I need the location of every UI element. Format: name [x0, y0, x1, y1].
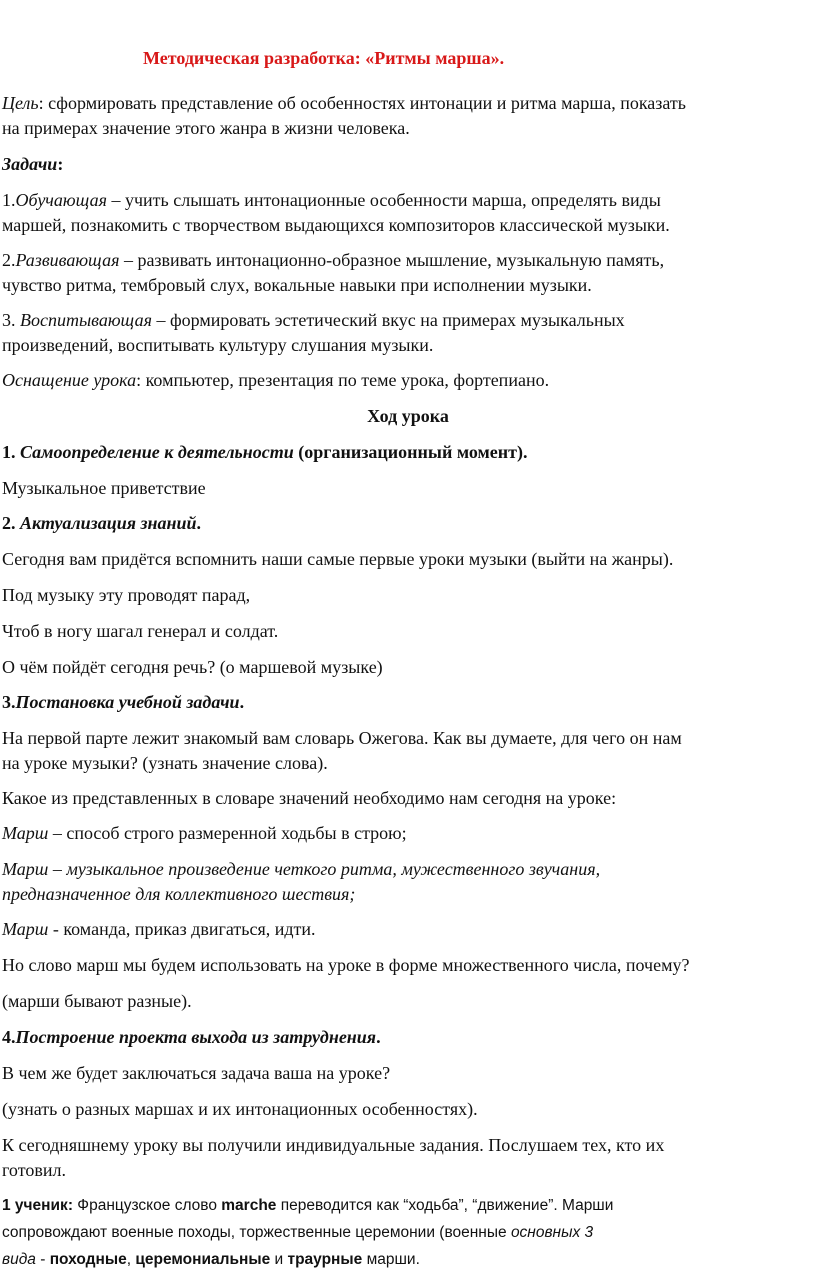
task1-line-2: маршей, познакомить с творчеством выдающихся композиторов классической музыки. [2, 215, 670, 235]
student1-word: marche [221, 1197, 277, 1214]
tasks-heading [2, 152, 812, 177]
student1-text-1: Французское слово [72, 1197, 222, 1214]
stage2-label: Актуализация знаний [20, 513, 197, 533]
task3-text-1: – формировать эстетический вкус на примерах музыкальных [151, 310, 625, 330]
definition-1-label: Марш [2, 823, 49, 843]
stage1-heading [2, 440, 812, 465]
stage3-para3: Но слово марш мы будем использовать на уроке в форме множественного числа, почему? [2, 955, 690, 975]
tasks-colon: : [57, 154, 64, 174]
task2-num: 2. [2, 250, 16, 270]
lesson-heading: Ход урока [367, 406, 449, 426]
task3-line-1 [2, 308, 812, 333]
definition-2-line-2: предназначенное для коллективного шествия; [2, 884, 356, 904]
task3-label: Воспитывающая [20, 310, 152, 330]
equipment-text: : компьютер, презентация по теме урока, фортепиано. [136, 370, 550, 390]
stage3-para1-line-2: на уроке музыки? (узнать значение слова). [2, 753, 328, 773]
student1-kind-1: походные [49, 1251, 127, 1268]
stage4-para2: (узнать о разных маршах и их интонационных особенностях). [2, 1099, 478, 1119]
stage4-heading [2, 1025, 812, 1050]
task2-line-2: чувство ритма, тембровый слух, вокальные навыки при исполнении музыки. [2, 275, 592, 295]
task1-text-1: – учить слышать интонационные особенности марша, определять виды [107, 190, 661, 210]
tasks-label: Задачи [2, 154, 58, 174]
definition-3 [2, 917, 812, 942]
stage4-dot: . [376, 1027, 381, 1047]
goal-line-2: на примерах значение этого жанра в жизни человека. [2, 118, 410, 138]
student1-text-2: переводится как “ходьба”, “движение”. Марши [276, 1197, 614, 1214]
student1-sep-1: , [126, 1251, 136, 1268]
student1-italic-2: вида [2, 1251, 36, 1268]
definition-3-label: Марш [2, 919, 49, 939]
task2-line-1 [2, 248, 812, 273]
stage4-para1: В чем же будет заключаться задача ваша на уроке? [2, 1063, 391, 1083]
goal-label: Цель [2, 93, 39, 113]
stage3-dot: . [239, 692, 245, 712]
stage3-num: 3. [2, 692, 16, 712]
student1-label: 1 ученик: [2, 1197, 73, 1214]
student1-text-3: сопровождают военные походы, торжественные церемонии (военные [2, 1224, 511, 1241]
goal-line-1 [2, 91, 812, 116]
stage1-rest: (организационный момент). [293, 442, 528, 462]
student1-italic-1: основных 3 [510, 1224, 594, 1241]
task1-line-1 [2, 188, 812, 213]
student1-line-1 [2, 1193, 812, 1218]
stage4-label: Построение проекта выхода из затруднения [15, 1027, 377, 1047]
stage4-para3-line-2: готовил. [2, 1160, 66, 1180]
task3-line-2: произведений, воспитывать культуру слушания музыки. [2, 335, 434, 355]
document-title: Методическая разработка: «Ритмы марша». [143, 48, 505, 68]
stage2-heading [2, 511, 812, 536]
definition-1-text: – способ строго размеренной ходьбы в строю; [48, 823, 407, 843]
equipment-line [2, 368, 812, 393]
stage1-num: 1. [2, 442, 20, 462]
task1-label: Обучающая [15, 190, 107, 210]
stage2-num: 2. [2, 513, 20, 533]
student1-kind-2: церемониальные [135, 1251, 271, 1268]
stage3-para4: (марши бывают разные). [2, 991, 192, 1011]
goal-text-1: : сформировать представление об особенностях интонации и ритма марша, показать [38, 93, 687, 113]
definition-3-text: - команда, приказ двигаться, идти. [48, 919, 316, 939]
student1-text-4: марши. [362, 1251, 420, 1268]
student1-line-2 [2, 1220, 812, 1245]
greeting-line: Музыкальное приветствие [2, 478, 206, 498]
stage4-para3-line-1: К сегодняшнему уроку вы получили индивидуальные задания. Послушаем тех, кто их [2, 1135, 665, 1155]
task2-label: Развивающая [15, 250, 120, 270]
stage1-label: Самоопределение к деятельности [20, 442, 294, 462]
task2-text-1: – развивать интонационно-образное мышление, музыкальную память, [119, 250, 665, 270]
student1-kind-3: траурные [287, 1251, 363, 1268]
equipment-label: Оснащение урока [2, 370, 137, 390]
task3-num: 3. [2, 310, 20, 330]
stage2-line-3: Чтоб в ногу шагал генерал и солдат. [2, 621, 279, 641]
stage3-para1-line-1: На первой парте лежит знакомый вам словарь Ожегова. Как вы думаете, для чего он нам [2, 728, 682, 748]
definition-1 [2, 821, 812, 846]
student1-sep-2: и [270, 1251, 288, 1268]
stage2-line-2: Под музыку эту проводят парад, [2, 585, 251, 605]
student1-line-3 [2, 1247, 812, 1272]
stage3-label: Постановка учебной задачи [15, 692, 240, 712]
stage2-dot: . [196, 513, 202, 533]
definition-2-line-1: Марш – музыкальное произведение четкого ритма, мужественного звучания, [2, 859, 601, 879]
stage3-heading [2, 690, 812, 715]
stage3-para2: Какое из представленных в словаре значений необходимо нам сегодня на уроке: [2, 788, 617, 808]
student1-dash: - [35, 1251, 50, 1268]
task1-num: 1. [2, 190, 16, 210]
stage2-line-1: Сегодня вам придётся вспомнить наши самые первые уроки музыки (выйти на жанры). [2, 549, 674, 569]
stage4-num: 4. [2, 1027, 16, 1047]
stage2-line-4: О чём пойдёт сегодня речь? (о маршевой музыке) [2, 657, 383, 677]
